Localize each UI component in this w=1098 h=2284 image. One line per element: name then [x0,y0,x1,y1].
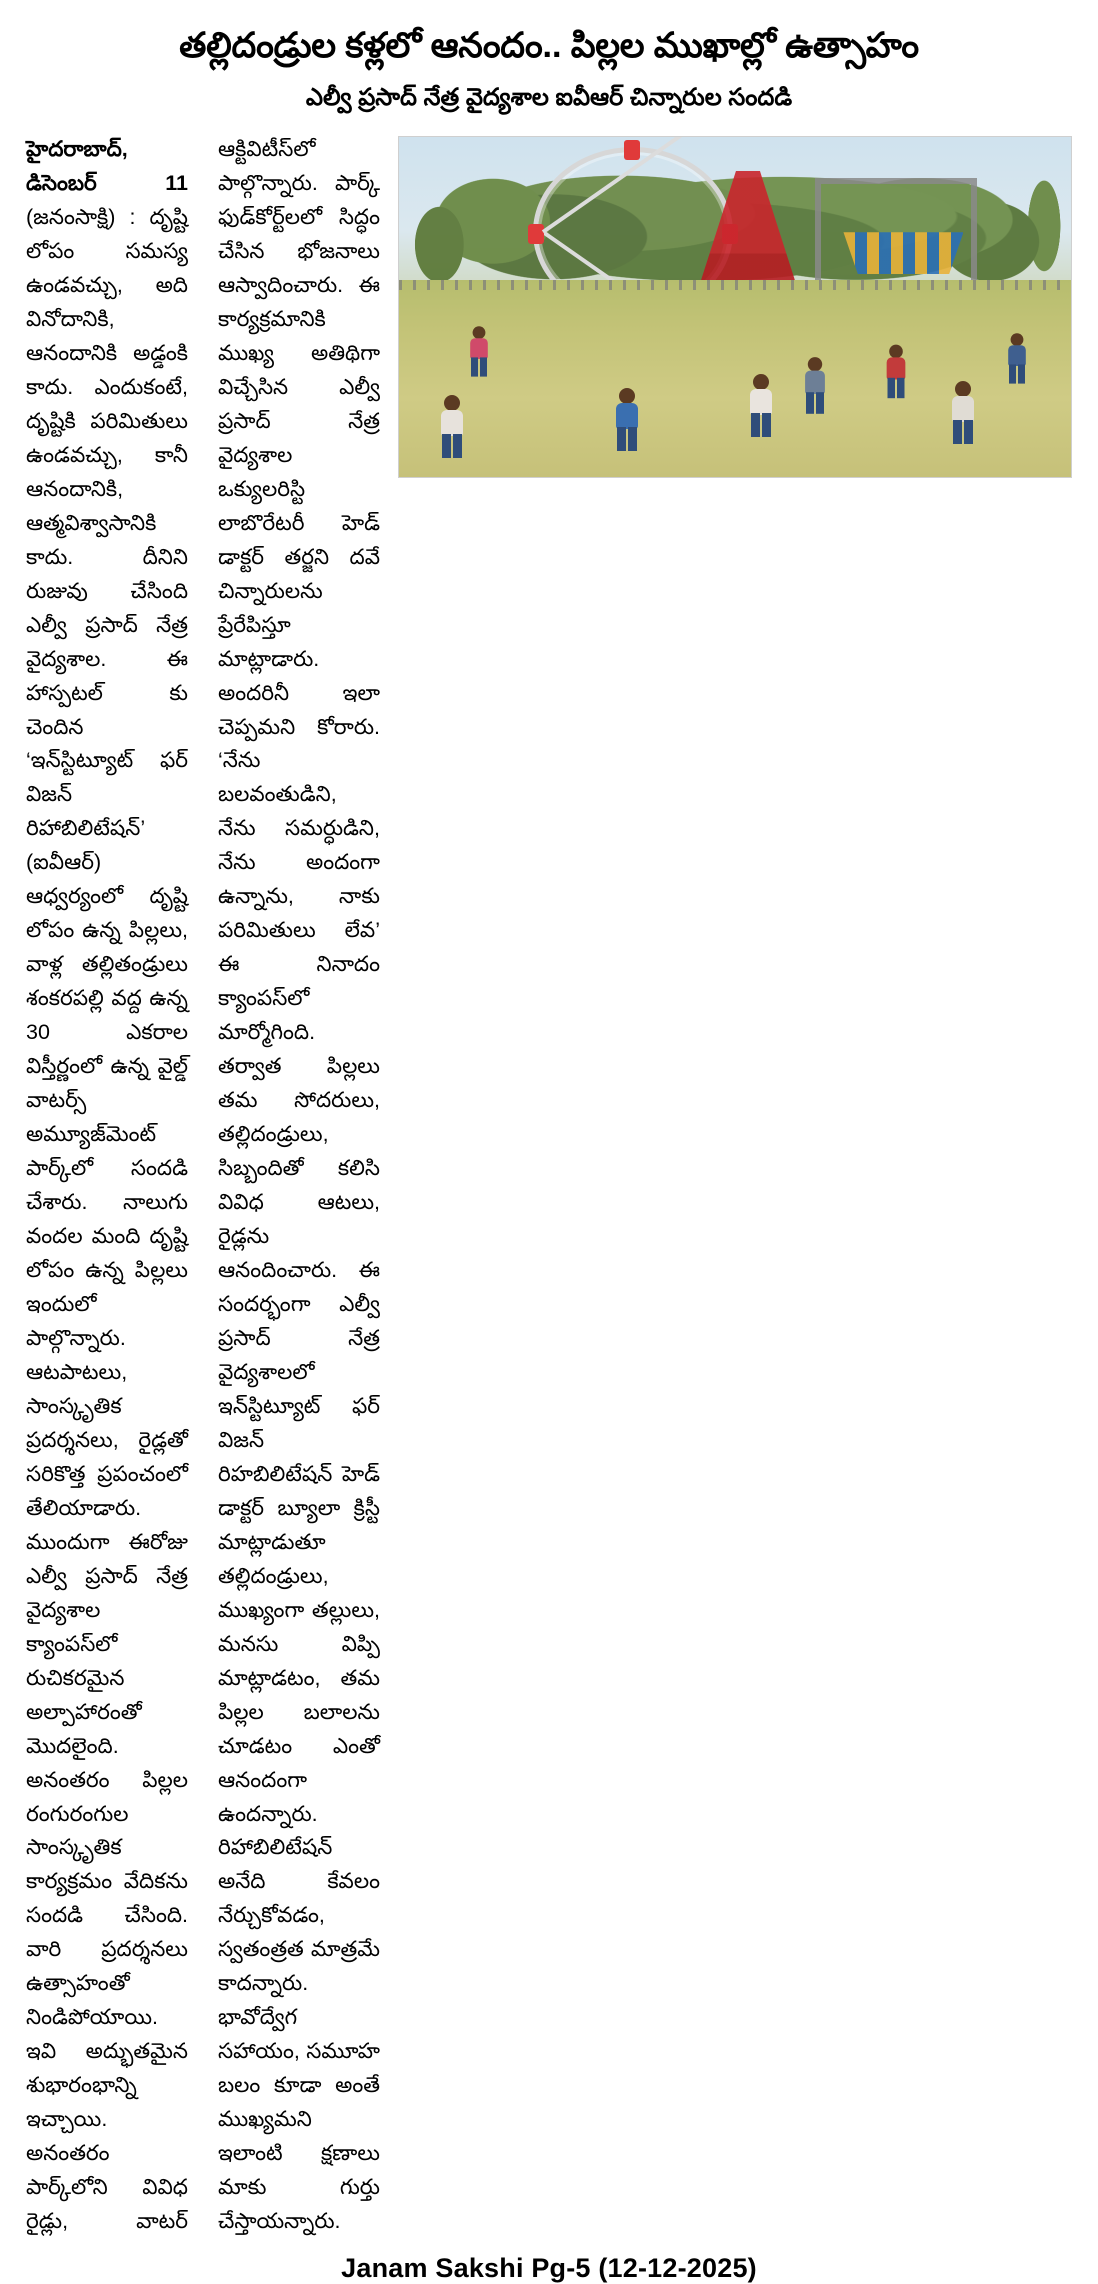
article-paragraph-1: (జనంసాక్షి) : దృష్టి లోపం సమస్య ఉండవచ్చు, అది వినోదానికి, ఆనందానికి అడ్డంకి కాదు. ఎందుకంటే, దృష్టికి పరిమితులు ఉండవచ్చు, కానీ ఆనందానికి, ఆత్మవిశ్వాసానికి కాదు. దీనిని రుజువు చేసింది ఎల్వీ ప్రసాద్ నేత్ర వైద్యశాల. ఈ హాస్పటల్ కు చెందిన ‘ఇన్‌స్టిట్యూట్ ఫర్ విజన్ రిహాబిలిటేషన్’ (ఐవీఆర్) ఆధ్వర్యంలో దృష్టి లోపం ఉన్న పిల్లలు, వాళ్ల తల్లితండ్రులు శంకరపల్లి వద్ద ఉన్న 30 ఎకరాల విస్తీర్ణంలో ఉన్న వైల్డ్ వాటర్స్ అమ్యూజ్‌మెంట్ పార్క్‌లో సందడి చేశారు. నాలుగు వందల మంది దృష్టి లోపం ఉన్న పిల్లలు ఇందులో పాల్గొన్నారు. ఆటపాటలు, సాంస్కృతిక ప్రదర్శనలు, రైడ్లతో సరికొత్త ప్రపంచంలో తేలియాడారు. ముందుగా ఈరోజు ఎల్వీ ప్రసాద్ నేత్ర వైద్యశాల క్యాంపస్‌లో రుచికరమైన అల్పాహారంతో మొదలైంది. అనంతరం పిల్లల రంగురంగుల సాంస్కృతిక కార్యక్రమం వేదికను సందడి చేసింది. వారి ప్రదర్శనలు ఉత్సాహంతో నిండిపోయాయి. ఇవి అద్భుతమైన శుభారంభాన్ని ఇచ్చాయి. అనంతరం పార్క్‌లోని వివిధ రైడ్లు, వాటర్ ఆక్టివిటీస్‌లో పాల్గొన్నారు. పార్క్ ఫుడ్‌కోర్ట్‌లలో సిద్ధం చేసిన భోజనాలు ఆస్వాదించారు. ఈ కార్యక్రమానికి [26,137,380,2234]
photo-child [748,374,774,436]
ride-canopy [843,232,963,274]
article-body [26,133,1072,2239]
article-columns [26,133,380,2239]
photo-child [1006,333,1027,383]
photo-child [803,357,826,413]
photo-child [469,326,490,376]
subheadline: ఎల్వీ ప్రసాద్ నేత్ర వైద్యశాల ఐవీఆర్ చిన్నారుల సందడి [305,84,793,112]
dateline: హైదరాబాద్, డిసెంబర్ 11 [26,137,188,196]
photo-fence [399,280,1071,290]
page-title: తల్లిదండ్రుల కళ్లలో ఆనందం.. పిల్లల ముఖాల్లో ఉత్సాహం [179,26,919,65]
photo-child [439,395,465,457]
photo-child [885,345,907,398]
article-paragraph-2: ముఖ్య అతిథిగా విచ్చేసిన ఎల్వీ ప్రసాద్ నేత్ర వైద్యశాల ఒక్యులరిస్టి లాబొరేటరీ హెడ్ డాక్టర్ తర్జని దవే చిన్నారులను ప్రేరేపిస్తూ మాట్లాడారు. అందరినీ ఇలా చెప్పమని కోరారు. ‘నేను బలవంతుడిని, నేను సమర్ధుడిని, నేను అందంగా ఉన్నాను, నాకు పరిమితులు లేవ’ ఈ నినాదం క్యాంపస్‌లో మార్మోగింది. తర్వాత పిల్లలు తమ సోదరులు, తల్లిదండ్రులు, సిబ్బందితో కలిసి వివిధ ఆటలు, రైడ్లను ఆనందించారు. ఈ సందర్భంగా ఎల్వీ ప్రసాద్ నేత్ర వైద్యశాలలో ఇన్‌స్టిట్యూట్ ఫర్ విజన్ రిహబిలిటేషన్ హెడ్ డాక్టర్ బ్యూలా క్రిస్టీ మాట్లాడుతూ తల్లిదండ్రులు, ముఖ్యంగా తల్లులు, మనసు విప్పి మాట్లాడటం, తమ పిల్లల బలాలను చూడటం ఎంతో ఆనందంగా ఉందన్నారు. రిహాబిలిటేషన్ అనేది కేవలం నేర్చుకోవడం, స్వతంత్రత మాత్రమే కాదన్నారు. భావోద్వేగ సహాయం, సమూహ బలం కూడా అంతే ముఖ్యమని ఇలాంటి క్షణాలు మాకు గుర్తు చేస్తాయన్నారు. [218,340,380,2234]
article-photo [398,136,1072,478]
photo-child [950,381,976,443]
source-caption: Janam Sakshi Pg-5 (12-12-2025) [341,2253,757,2284]
photo-child [614,388,640,450]
photo-field [399,280,1071,477]
